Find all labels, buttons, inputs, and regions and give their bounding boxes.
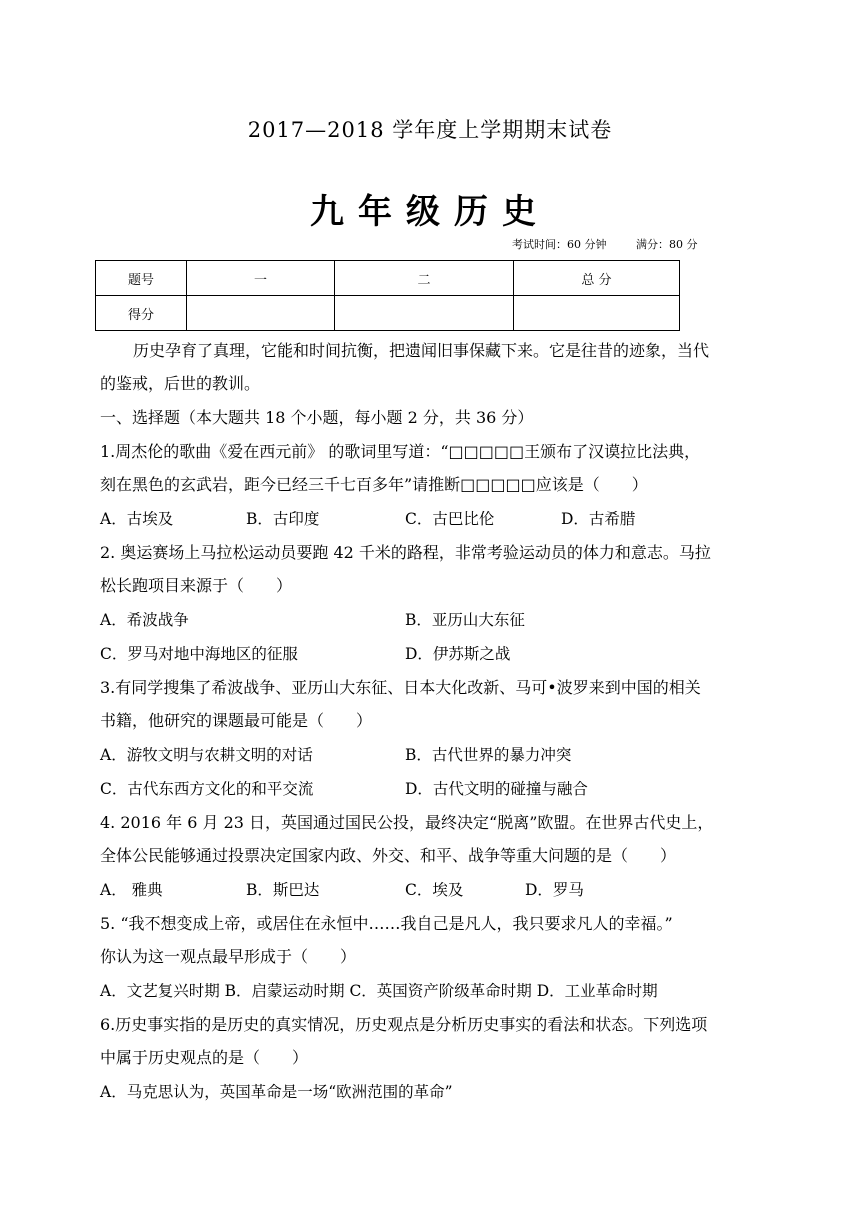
option: A．古埃及 [100,510,174,528]
option: C．古代东西方文化的和平交流 [100,780,314,798]
score-row-label: 得分 [96,296,187,331]
page-title: 九年级历史 [310,192,550,232]
section-heading: 一、选择题（本大题共 18 个小题，每小题 2 分，共 36 分） [100,408,534,427]
question-text: 4. 2016 年 6 月 23 日，英国通过国民公投，最终决定“脱离”欧盟。在世界古代史上， [100,813,714,832]
option: A．马克思认为，英国革命是一场“欧洲范围的革命” [100,1083,453,1101]
exam-time: 考试时间：60 分钟 [512,238,607,251]
score-table-header-row [96,261,680,296]
option: D．伊苏斯之战 [405,645,511,663]
question-text: 书籍，他研究的课题最可能是（ ） [100,711,373,730]
question-text: 5. “我不想变成上帝，或居住在永恒中……我自己是凡人，我只要求凡人的幸福。” [100,914,673,933]
option: D．古希腊 [561,510,636,528]
option: B．古印度 [246,510,320,528]
score-cell[interactable] [514,296,680,331]
score-cell[interactable] [187,296,335,331]
option: A．希波战争 [100,611,189,629]
question-text: 6.历史事实指的是历史的真实情况，历史观点是分析历史事实的看法和状态。下列选项 [100,1015,708,1034]
score-table-row [96,296,680,331]
question-text: 你认为这一观点最早形成于（ ） [100,947,357,966]
question-text: 中属于历史观点的是（ ） [100,1048,309,1067]
option: C．埃及 [405,881,464,899]
question-text: 1.周杰伦的歌曲《爱在西元前》 的歌词里写道：“□□□□□王颁布了汉谟拉比法典， [100,442,701,461]
option: B．亚历山大东征 [405,611,525,629]
option: A．文艺复兴时期 B．启蒙运动时期 C．英国资产阶级革命时期 D．工业革命时期 [100,982,658,1000]
score-table-header: 一 [187,261,335,296]
option: C．罗马对地中海地区的征服 [100,645,298,663]
option: B．斯巴达 [246,881,320,899]
score-cell[interactable] [335,296,514,331]
score-table [95,260,680,331]
exam-info [512,236,724,252]
intro-text: 历史孕育了真理，它能和时间抗衡，把遗闻旧事保藏下来。它是往昔的迹象，当代 [133,341,710,360]
intro-text: 的鉴戒，后世的教训。 [100,374,261,393]
option: A． 雅典 [100,881,163,899]
option: C．古巴比伦 [405,510,495,528]
question-text: 3.有同学搜集了希波战争、亚历山大东征、日本大化改新、马可•波罗来到中国的相关 [100,678,701,697]
exam-full-score: 满分：80 分 [636,238,698,251]
question-text: 2. 奥运赛场上马拉松运动员要跑 42 千米的路程，非常考验运动员的体力和意志。马拉 [100,543,711,562]
exam-header-title: 2017—2018 学年度上学期期末试卷 [247,118,613,142]
score-table-header: 二 [335,261,514,296]
question-text: 刻在黑色的玄武岩，距今已经三千七百多年”请推断□□□□□应该是（ ） [100,475,648,494]
option: D．古代文明的碰撞与融合 [405,780,588,798]
question-text: 全体公民能够通过投票决定国家内政、外交、和平、战争等重大问题的是（ ） [100,846,677,865]
option: B．古代世界的暴力冲突 [405,746,572,764]
score-table-header: 总 分 [514,261,680,296]
option: D．罗马 [525,881,584,899]
score-table-header: 题号 [96,261,187,296]
option: A．游牧文明与农耕文明的对话 [100,746,313,764]
question-text: 松长跑项目来源于（ ） [100,576,293,595]
